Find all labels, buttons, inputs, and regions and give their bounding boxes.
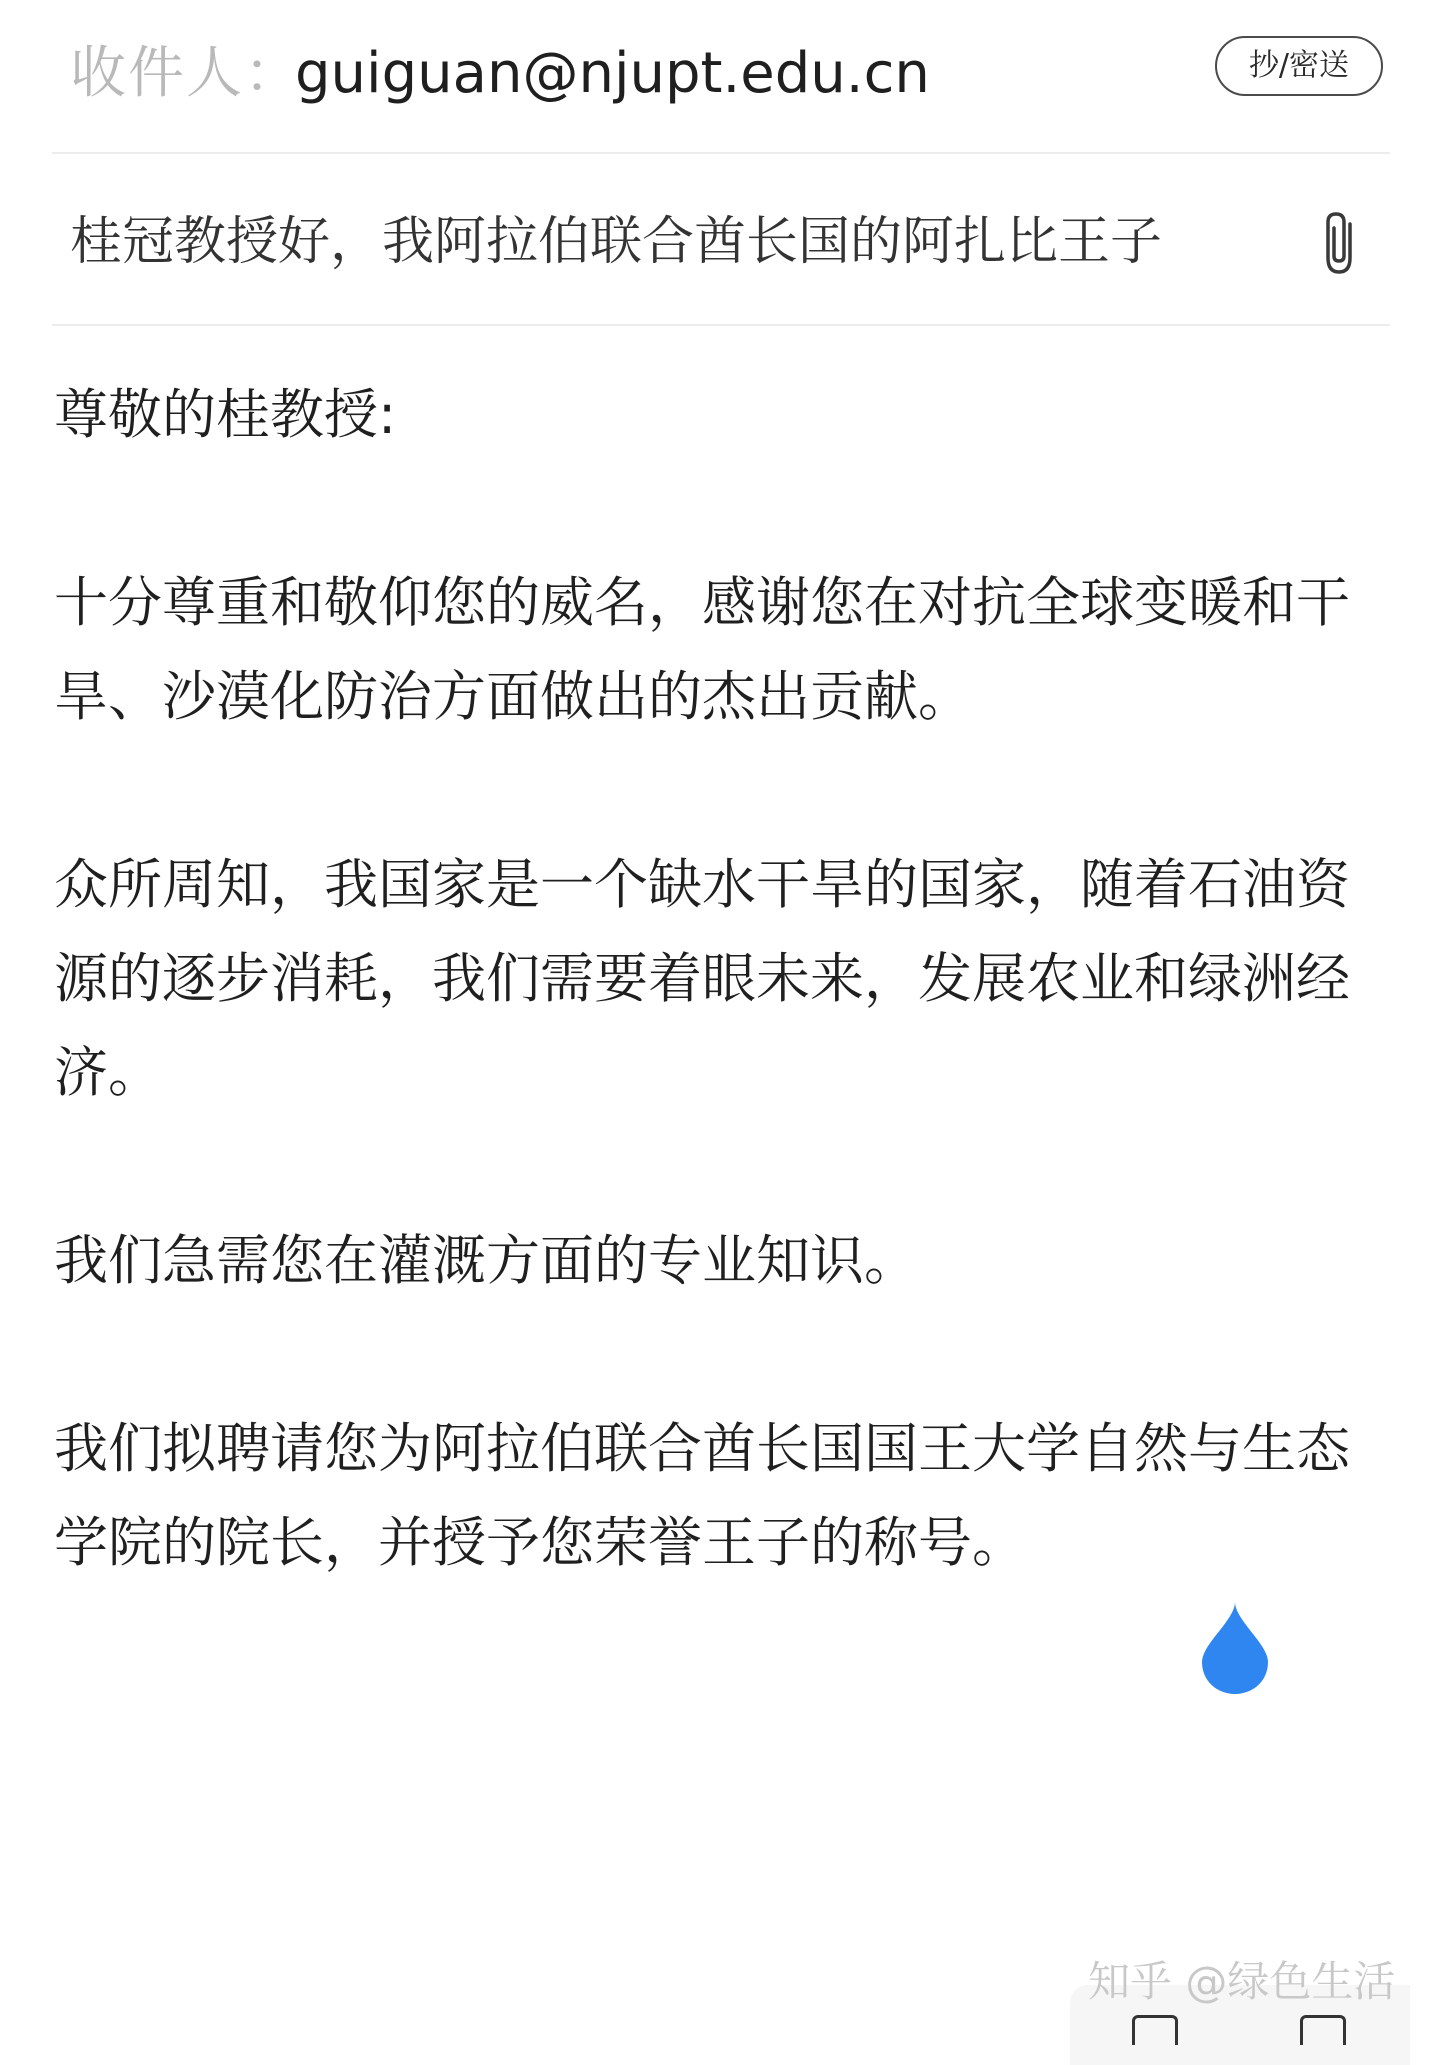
email-body[interactable]: [54, 368, 1354, 1590]
watermark: 知乎 @绿色生活: [1088, 1957, 1396, 2006]
recipient-email[interactable]: guiguan@njupt.edu.cn: [295, 41, 930, 106]
water-drop-icon[interactable]: [1198, 1600, 1272, 1696]
subject-text[interactable]: 桂冠教授好，我阿拉伯联合酋长国的阿扎比王子: [70, 212, 1163, 272]
body-paragraph: 我们拟聘请您为阿拉伯联合酋长国国王大学自然与生态学院的院长，并授予您荣誉王子的称号。: [54, 1417, 1350, 1574]
body-paragraph: 十分尊重和敬仰您的威名，感谢您在对抗全球变暖和干旱、沙漠化防治方面做出的杰出贡献。: [54, 571, 1350, 728]
subject-divider: [52, 324, 1390, 326]
toolbar-icon[interactable]: [1132, 2015, 1178, 2045]
body-paragraph: 众所周知，我国家是一个缺水干旱的国家，随着石油资源的逐步消耗，我们需要着眼未来，发展农业和绿洲经济。: [54, 853, 1350, 1104]
body-paragraph: 我们急需您在灌溉方面的专业知识。: [54, 1229, 918, 1292]
recipient-label: 收件人：: [70, 41, 302, 106]
subject-row[interactable]: [70, 200, 1390, 290]
toolbar-icon[interactable]: [1300, 2015, 1346, 2045]
greeting-text: 尊敬的桂教授:: [54, 383, 397, 446]
cc-bcc-button[interactable]: 抄/密送: [1215, 36, 1383, 96]
recipient-row: [70, 30, 1390, 120]
header-divider: [52, 152, 1390, 154]
paperclip-icon[interactable]: [1310, 206, 1370, 282]
